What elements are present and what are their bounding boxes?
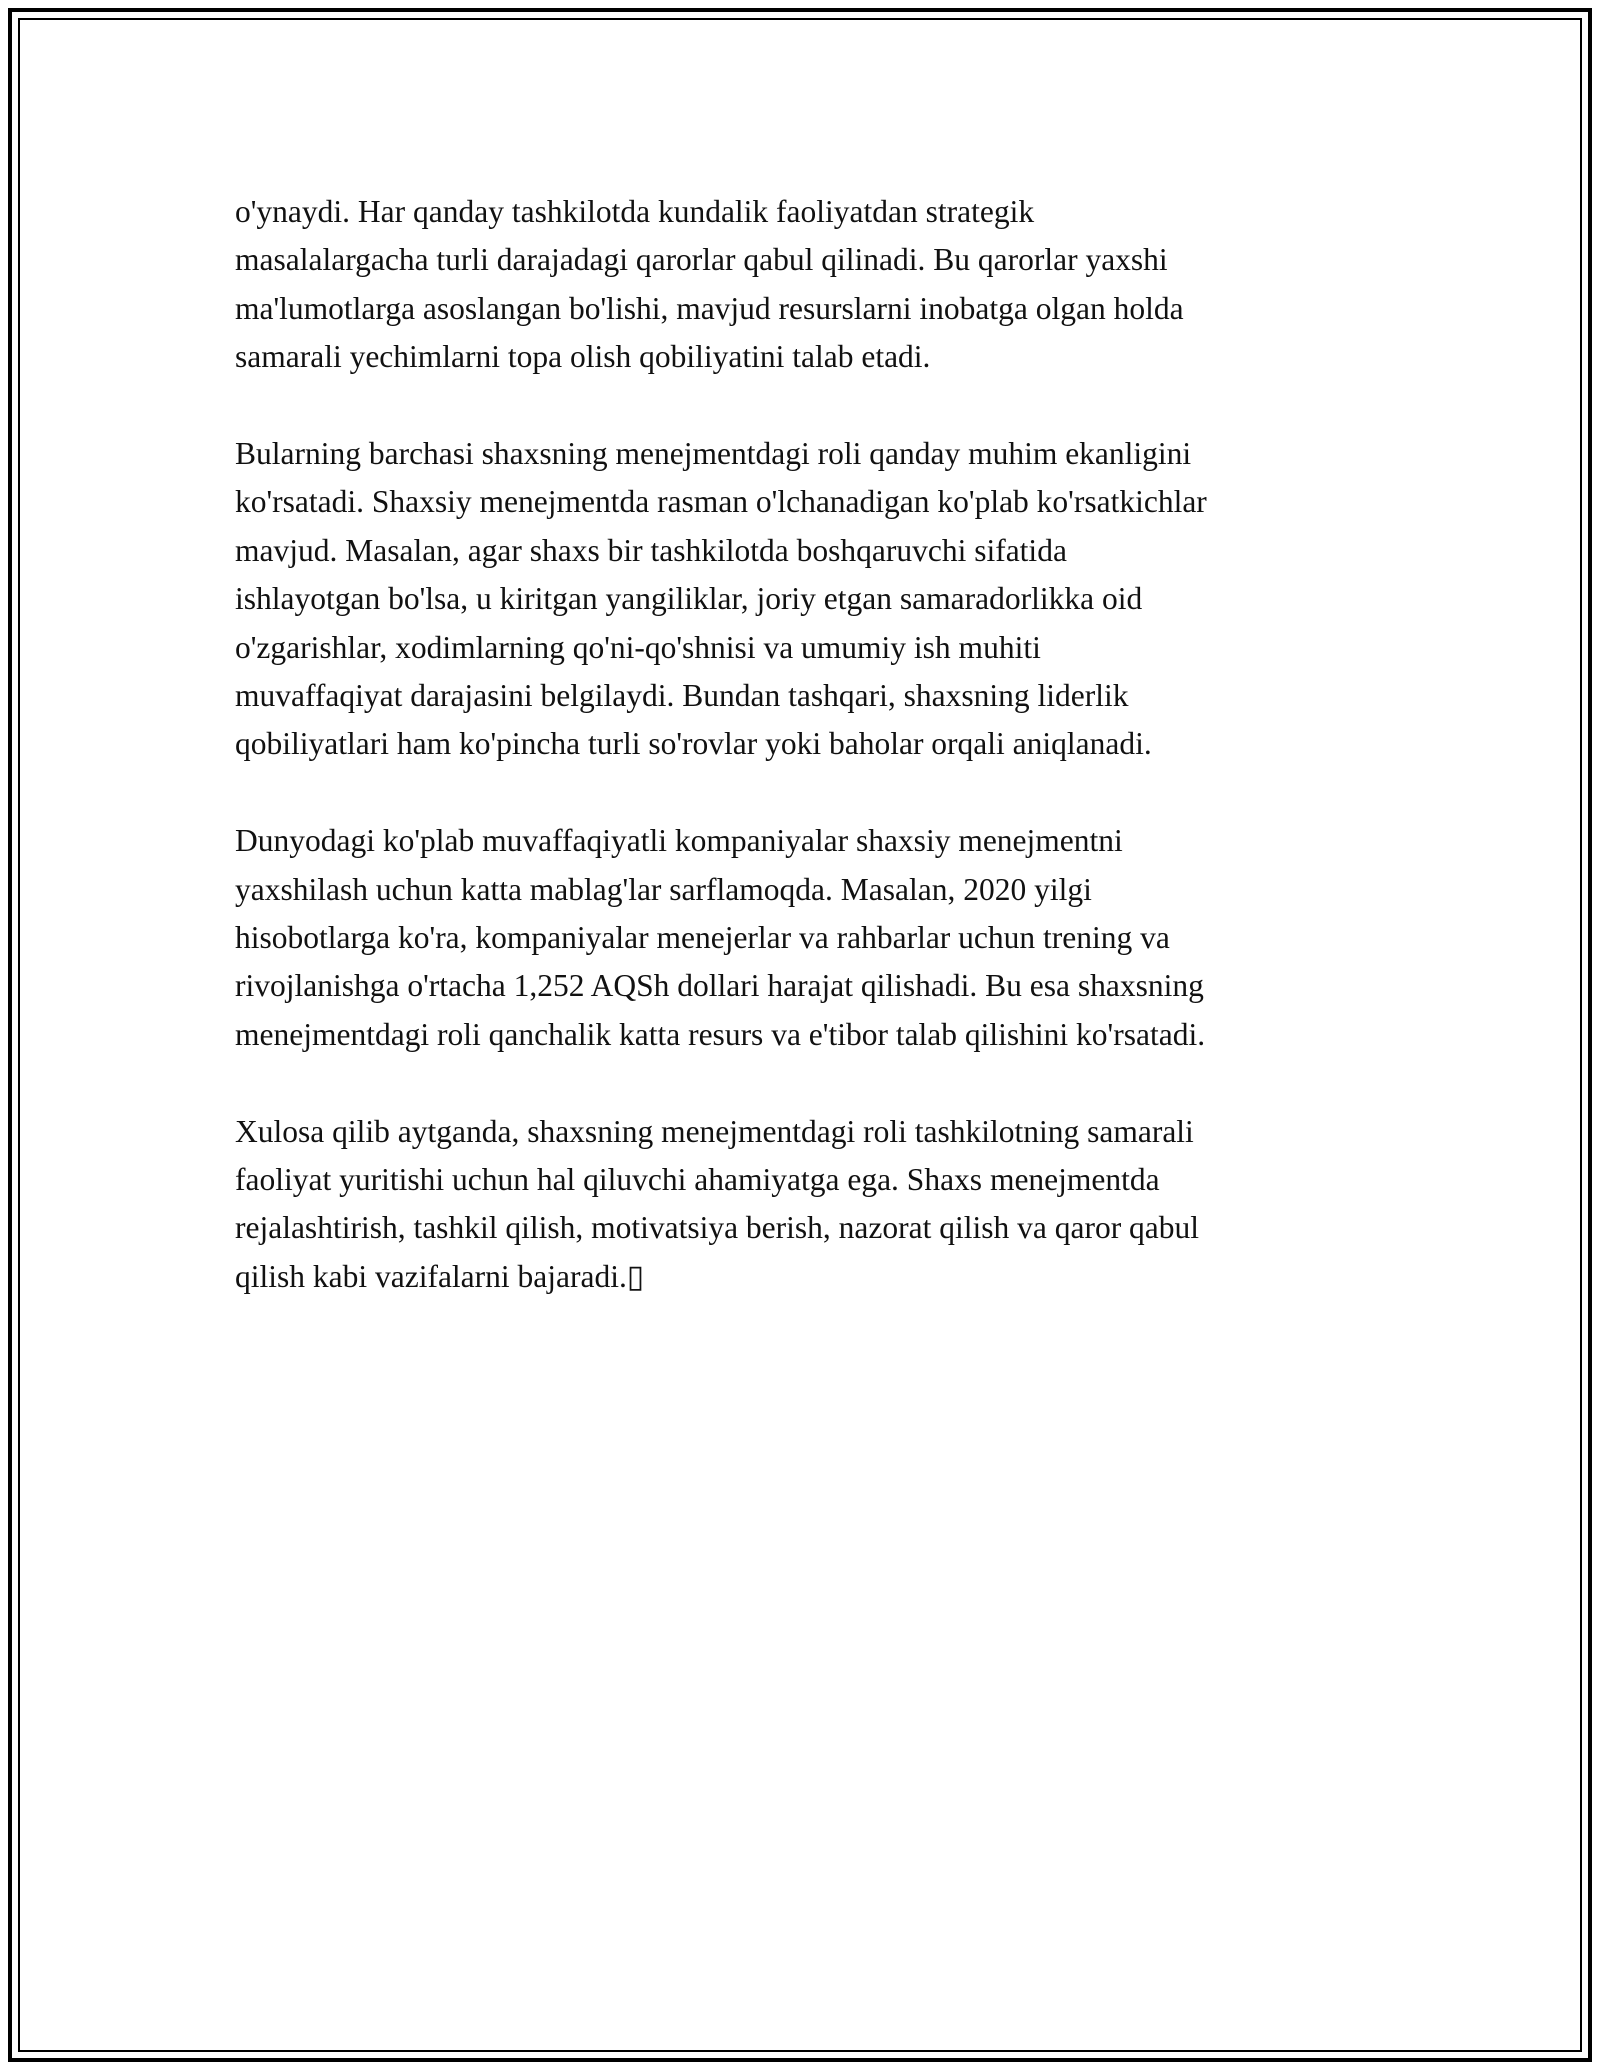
text-line: ko'rsatadi. Shaxsiy menejmentda rasman o'lchanadigan ko'plab ko'rsatkichlar [235, 484, 1207, 520]
text-line: samarali yechimlarni topa olish qobiliyatini talab etadi. [235, 339, 931, 375]
text-line: faoliyat yuritishi uchun hal qiluvchi ahamiyatga ega. Shaxs menejmentda [235, 1162, 1160, 1198]
text-line: hisobotlarga ko'ra, kompaniyalar menejerlar va rahbarlar uchun trening va [235, 920, 1170, 956]
text-line: rejalashtirish, tashkil qilish, motivatsiya berish, nazorat qilish va qaror qabul [235, 1210, 1200, 1246]
paragraph [235, 1108, 1385, 1302]
document-body [235, 188, 1385, 1350]
text-line: o'ynaydi. Har qanday tashkilotda kundalik faoliyatdan strategik [235, 194, 1035, 229]
text-line: yaxshilash uchun katta mablag'lar sarflamoqda. Masalan, 2020 yilgi [235, 871, 1092, 907]
text-line: o'zgarishlar, xodimlarning qo'ni-qo'shnisi va umumiy ish muhiti [235, 629, 1041, 665]
text-line: qobiliyatlari ham ko'pincha turli so'rovlar yoki baholar orqali aniqlanadi. [235, 726, 1152, 762]
text-line: Bularning barchasi shaxsning menejmentdagi roli qanday muhim ekanligini [235, 436, 1192, 472]
paragraph [235, 430, 1385, 769]
text-line: masalalargacha turli darajadagi qarorlar qabul qilinadi. Bu qarorlar yaxshi [235, 242, 1168, 278]
paragraph [235, 817, 1385, 1059]
text-line: qilish kabi vazifalarni bajaradi.▯ [235, 1258, 645, 1294]
text-line: ishlayotgan bo'lsa, u kiritgan yangiliklar, joriy etgan samaradorlikka oid [235, 581, 1143, 617]
text-line: mavjud. Masalan, agar shaxs bir tashkilotda boshqaruvchi sifatida [235, 532, 1067, 568]
text-line: muvaffaqiyat darajasini belgilaydi. Bundan tashqari, shaxsning liderlik [235, 678, 1129, 714]
text-line: rivojlanishga o'rtacha 1,252 AQSh dollari harajat qilishadi. Bu esa shaxsning [235, 968, 1204, 1004]
paragraph [235, 188, 1385, 382]
text-line: Dunyodagi ko'plab muvaffaqiyatli kompaniyalar shaxsiy menejmentni [235, 823, 1123, 859]
text-line: Xulosa qilib aytganda, shaxsning menejmentdagi roli tashkilotning samarali [235, 1113, 1194, 1149]
text-line: menejmentdagi roli qanchalik katta resurs va e'tibor talab qilishini ko'rsatadi. [235, 1016, 1206, 1052]
text-line: ma'lumotlarga asoslangan bo'lishi, mavjud resurslarni inobatga olgan holda [235, 290, 1184, 326]
